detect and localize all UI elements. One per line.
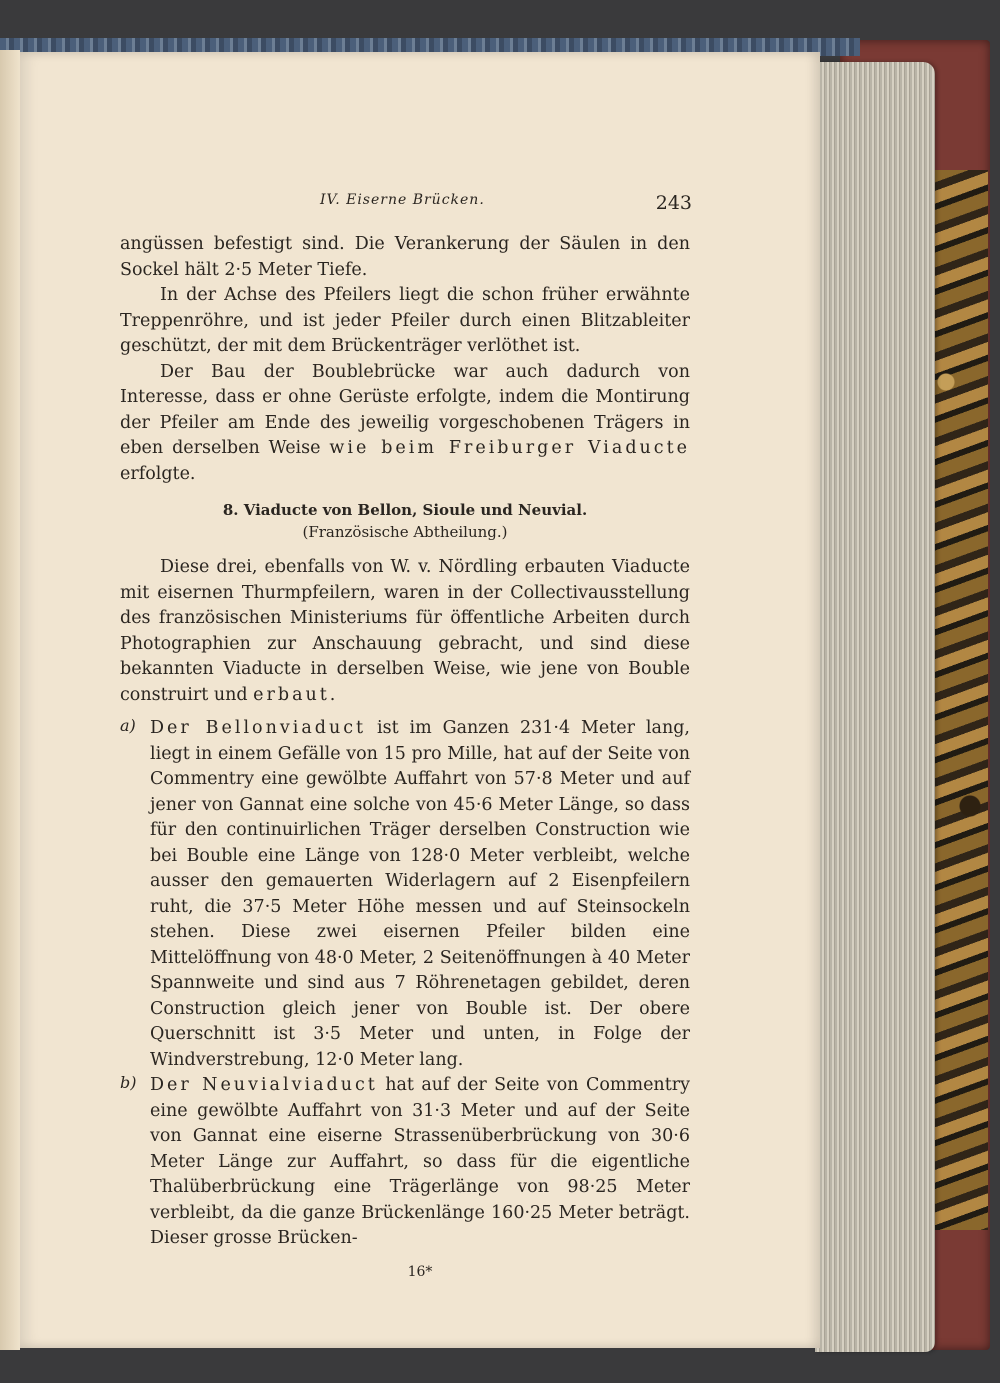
list-item	[120, 716, 690, 1073]
marbled-endpaper	[928, 170, 988, 1230]
item-name: Der Neuvialviaduct	[150, 1075, 378, 1095]
page-number: 243	[655, 192, 692, 214]
page-text	[120, 192, 690, 1280]
book-page	[20, 52, 820, 1348]
left-page-edge	[0, 50, 20, 1350]
item-label: a)	[120, 716, 136, 735]
item-text	[150, 1073, 690, 1252]
item-body: ist im Ganzen 231·4 Meter lang, liegt in einem Gefälle von 15 pro Mille, hat auf der Seite von Commentry eine gewölbte Auffahrt von 57·8 Meter und auf jener von Gannat eine solche von 45·6 Meter Länge, so dass für den continuirlichen Träger derselben Construction wie bei Bouble eine Länge von 128·0 Meter verbleibt, welche ausser den gemauerten Widerlagern auf 2 Eisenpfeilern ruht, die 37·5 Meter Höhe messen und auf Steinsockeln stehen. Diese zwei eisernen Pfeiler bilden eine Mittelöffnung von 48·0 Meter, 2 Seitenöffnungen à 40 Meter Spannweite und sind aus 7 Röhrenetagen gebildet, deren Construction gleich jener von Bouble ist. Der obere Querschnitt ist 3·5 Meter und unten, in Folge der Windverstrebung, 12·0 Meter lang.	[150, 718, 690, 1070]
page-header	[120, 192, 690, 232]
paragraph: In der Achse des Pfeilers liegt die schon früher erwähnte Treppenröhre, und ist jeder Pfeiler durch einen Blitzableiter geschützt, der mit dem Brückenträger verlöthet ist.	[120, 285, 690, 356]
paragraph	[120, 555, 690, 708]
item-body: hat auf der Seite von Commentry eine gewölbte Auffahrt von 31·3 Meter und auf der Seite von Gannat eine eiserne Strassenüberbrückung von 30·6 Meter Länge zur Auffahrt, so dass für die eigentliche Thalüberbrückung eine Trägerlänge von 98·25 Meter verbleibt, da die ganze Brückenlänge 160·25 Meter beträgt. Dieser grosse Brücken-	[150, 1075, 690, 1248]
paragraph	[120, 360, 690, 488]
item-name: Der Bellonviaduct	[150, 718, 367, 738]
section-subtitle: (Französische Abtheilung.)	[302, 523, 508, 541]
paragraph: angüssen befestigt sind. Die Verankerung der Säulen in den Sockel hält 2·5 Meter Tiefe.	[120, 234, 690, 280]
item-label: b)	[120, 1073, 137, 1092]
paragraph-text: erfolgte.	[120, 463, 196, 484]
item-text	[150, 716, 690, 1073]
page-block-edges	[815, 62, 935, 1352]
paragraph-text: Diese drei, ebenfalls von W. v. Nördling erbauten Viaducte mit eisernen Thurmpfeilern, waren in der Collectivausstellung des französischen Ministeriums für öffentliche Arbeiten durch Photographien zur Anschauung gebracht, und sind diese bekannten Viaducte in derselben Weise, wie jene von Bouble construirt und	[120, 557, 690, 705]
paragraph-text: erbaut.	[253, 684, 339, 705]
signature-mark: 16*	[407, 1263, 433, 1280]
list-item	[120, 1073, 690, 1252]
paragraph-text: Der Bau der Boublebrücke war auch dadurch von Interesse, dass er ohne Gerüste erfolgte, indem die Montirung der Pfeiler am Ende des jeweilig vorgeschobenen Trägers in eben derselben Weise	[120, 361, 690, 458]
running-head: IV. Eiserne Brücken.	[320, 192, 485, 208]
section-title: 8. Viaducte von Bellon, Sioule und Neuvial.	[222, 501, 588, 519]
spaced-emphasis: wie beim Freiburger Viaducte	[329, 438, 690, 458]
